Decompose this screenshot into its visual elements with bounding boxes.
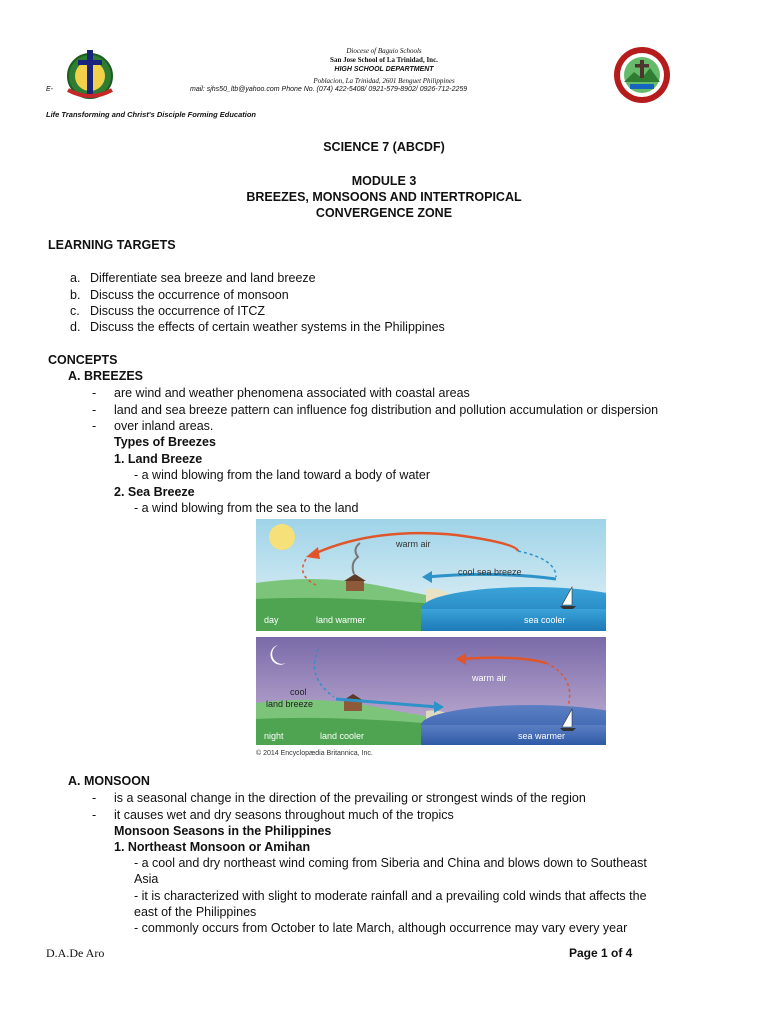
monsoon-heading: A. MONSOON <box>68 774 150 788</box>
course-title: SCIENCE 7 (ABCDF) <box>323 140 445 154</box>
module-title-line1: BREEZES, MONSOONS AND INTERTROPICAL <box>246 190 522 204</box>
breeze-diagram <box>256 519 606 759</box>
concepts-heading: CONCEPTS <box>48 353 118 367</box>
school-name: San Jose School of La Trinidad, Inc. <box>330 56 438 64</box>
bullet-dash: - <box>92 403 97 417</box>
night-land-breeze-label: land breeze <box>266 699 314 709</box>
land-breeze-heading: 1. Land Breeze <box>114 452 203 466</box>
day-warm-air-label: warm air <box>396 539 431 549</box>
night-sea-label: sea warmer <box>518 731 566 741</box>
breezes-bullet: land and sea breeze pattern can influence fog distribution and pollution accumulation or dispersion <box>114 403 659 417</box>
target-text: Discuss the effects of certain weather systems in the Philippines <box>90 320 445 334</box>
night-warm-air-label: warm air <box>472 673 507 683</box>
breezes-bullet: are wind and weather phenomena associated with coastal areas <box>114 386 470 400</box>
school-logo-right <box>612 44 672 106</box>
footer-page-number: Page 1 of 4 <box>569 946 633 960</box>
monsoon-seasons-heading: Monsoon Seasons in the Philippines <box>114 824 332 838</box>
day-land-label: land warmer <box>316 615 366 625</box>
diocese-name: Diocese of Baguio Schools <box>346 47 422 55</box>
day-label: day <box>264 615 279 625</box>
land-breeze-definition: - a wind blowing from the land toward a body of water <box>134 468 430 482</box>
breezes-bullet: over inland areas. <box>114 419 214 433</box>
module-title-line2: CONVERGENCE ZONE <box>315 206 453 220</box>
school-address: Poblacion, La Trinidad, 2601 Benguet Philippines <box>313 77 455 85</box>
night-panel <box>256 637 606 745</box>
sea-breeze-heading: 2. Sea Breeze <box>114 485 195 499</box>
school-logo-left <box>60 44 120 106</box>
northeast-monsoon-heading: 1. Northeast Monsoon or Amihan <box>114 840 311 854</box>
learning-targets-heading: LEARNING TARGETS <box>48 238 176 252</box>
northeast-monsoon-text: east of the Philippines <box>134 905 257 919</box>
contact-line: mail: sjhs50_ltb@yahoo.com Phone No. (074) 422-5408/ 0921-579-8902/ 0926-712-2259 <box>190 86 468 93</box>
northeast-monsoon-text: - it is characterized with slight to moderate rainfall and a prevailing cold winds that affects the <box>134 889 647 903</box>
school-motto: Life Transforming and Christ's Disciple Forming Education <box>46 110 257 119</box>
department-name: HIGH SCHOOL DEPARTMENT <box>334 66 434 73</box>
footer-author: D.A.De Aro <box>46 946 105 960</box>
sea-breeze-definition: - a wind blowing from the sea to the land <box>134 501 359 515</box>
bullet-dash: - <box>92 808 97 822</box>
breezes-heading: A. BREEZES <box>68 369 144 383</box>
night-label: night <box>264 731 284 741</box>
northeast-monsoon-text: Asia <box>134 872 159 886</box>
bullet-dash: - <box>92 386 97 400</box>
types-of-breezes-heading: Types of Breezes <box>114 435 216 449</box>
day-panel <box>256 519 606 631</box>
bullet-dash: - <box>92 419 97 433</box>
target-letter: b. <box>70 288 81 302</box>
night-land-label: land cooler <box>320 731 365 741</box>
monsoon-bullet: it causes wet and dry seasons throughout much of the tropics <box>114 808 454 822</box>
bullet-dash: - <box>92 791 97 805</box>
email-prefix: E- <box>46 86 53 93</box>
target-text: Discuss the occurrence of monsoon <box>90 288 289 302</box>
target-text: Discuss the occurrence of ITCZ <box>90 304 266 318</box>
target-text: Differentiate sea breeze and land breeze <box>90 271 316 285</box>
monsoon-bullet: is a seasonal change in the direction of the prevailing or strongest winds of the region <box>114 791 586 805</box>
target-letter: c. <box>70 304 80 318</box>
figure-credit: © 2014 Encyclopædia Britannica, Inc. <box>256 750 373 757</box>
night-cool-label: cool <box>290 687 307 697</box>
sun-icon <box>269 524 295 550</box>
target-letter: a. <box>70 271 81 285</box>
northeast-monsoon-text: - a cool and dry northeast wind coming from Siberia and China and blows down to Southeast <box>134 856 647 870</box>
northeast-monsoon-text: - commonly occurs from October to late March, although occurrence may vary every year <box>134 921 628 935</box>
day-sea-label: sea cooler <box>524 615 566 625</box>
module-number: MODULE 3 <box>351 174 417 188</box>
target-letter: d. <box>70 320 81 334</box>
day-cool-breeze-label: cool sea breeze <box>458 567 522 577</box>
